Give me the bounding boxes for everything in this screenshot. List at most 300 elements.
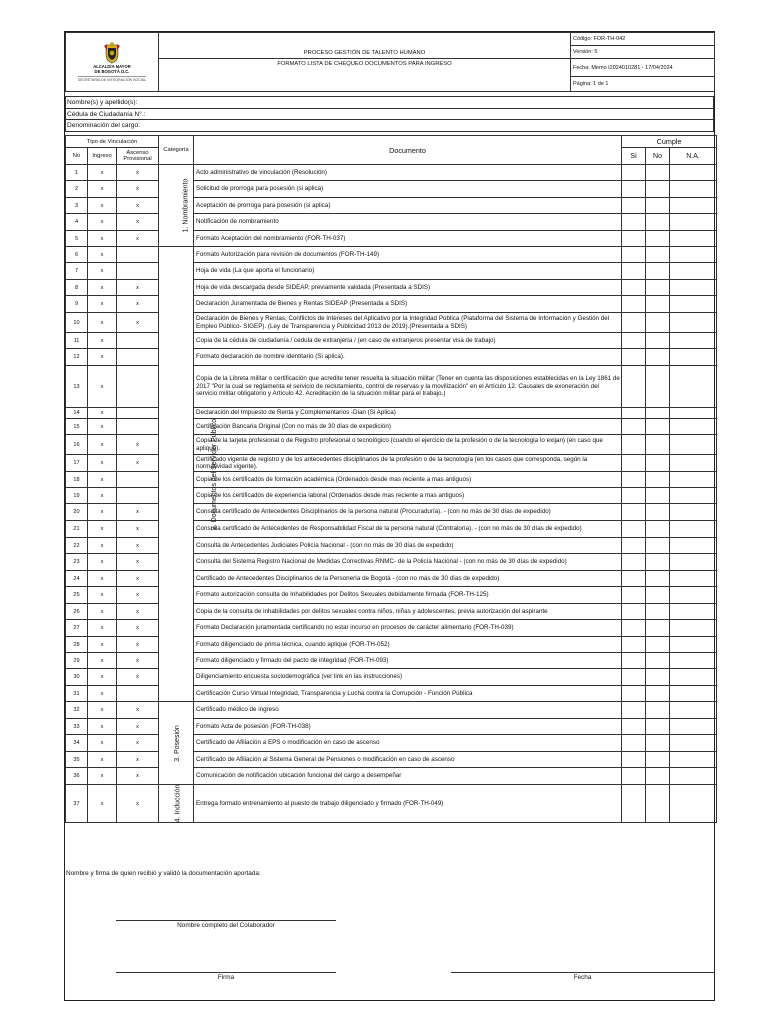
cumple-si-checkbox[interactable] — [622, 702, 646, 719]
row-number: 4 — [66, 214, 88, 231]
ingreso-mark: x — [88, 702, 117, 719]
ingreso-mark: x — [88, 214, 117, 231]
row-number: 14 — [66, 408, 88, 419]
cumple-no-checkbox[interactable] — [646, 768, 670, 785]
ingreso-mark: x — [88, 571, 117, 587]
cumple-no-checkbox[interactable] — [646, 686, 670, 702]
row-number: 2 — [66, 181, 88, 198]
cumple-no-checkbox[interactable] — [646, 214, 670, 231]
ingreso-mark: x — [88, 538, 117, 554]
cumple-si-checkbox[interactable] — [622, 263, 646, 280]
no-cumple-header: No — [646, 148, 670, 165]
document-description: Certificado de Antecedentes Disciplinarios de la Personería de Bogotá - (con no más de 30 días de expedido) — [194, 571, 622, 587]
ingreso-mark: x — [88, 768, 117, 785]
cumple-na-checkbox[interactable] — [670, 604, 717, 620]
ingreso-mark: x — [88, 472, 117, 488]
cumple-si-checkbox[interactable] — [622, 435, 646, 455]
signature-label: Firma — [217, 974, 235, 981]
cumple-na-checkbox[interactable] — [670, 472, 717, 488]
no-header: No — [66, 148, 88, 165]
ingreso-mark: x — [88, 604, 117, 620]
row-number: 29 — [66, 653, 88, 669]
cumple-si-checkbox[interactable] — [622, 366, 646, 408]
cumple-si-checkbox[interactable] — [622, 280, 646, 296]
row-number: 35 — [66, 752, 88, 768]
row-number: 37 — [66, 785, 88, 823]
category-cell-documentos — [159, 247, 219, 702]
row-number: 36 — [66, 768, 88, 785]
ingreso-mark: x — [88, 313, 117, 333]
document-description: Notificación de nombramiento — [194, 214, 622, 231]
cumple-si-checkbox[interactable] — [622, 247, 646, 263]
ascenso-mark: x — [117, 637, 159, 653]
ingreso-mark: x — [88, 735, 117, 752]
ascenso-mark — [117, 472, 159, 488]
document-description: Copia de la Libreta militar o certificación que acredite tener resuelta la situación militar (Tener en cuenta las disposiciones establecidas en la Ley 1861 de 2017 "Por la cual se reglamenta el servicio de reclutamiento, control de reservas y la movilización" en el Artículo 12. Causales de exoneración del servicio militar obligatorio y Artículo 42. Acreditación de la situación militar para el trabajo.) — [194, 366, 622, 408]
ingreso-mark: x — [88, 280, 117, 296]
cumple-no-checkbox[interactable] — [646, 538, 670, 554]
cumple-na-checkbox[interactable] — [670, 488, 717, 504]
document-description: Formato diligenciado y firmado del pacto de integridad (FOR-TH-093) — [194, 653, 622, 669]
category-label: 1. Nombramiento — [182, 178, 190, 233]
cumple-na-checkbox[interactable] — [670, 280, 717, 296]
cumple-no-checkbox[interactable] — [646, 313, 670, 333]
row-number: 5 — [66, 231, 88, 247]
document-description: Formato autorización consulta de Inhabilidades por Delitos Sexuales debidamente firmada (FOR-TH-125) — [194, 587, 622, 604]
logo-cell — [66, 33, 159, 92]
document-description: Formato diligenciado de prima técnica, cuando aplique (FOR-TH-052) — [194, 637, 622, 653]
ingreso-header: Ingreso — [88, 148, 117, 165]
document-description: Diligenciamiento encuesta sociodemográfica (ver link en las instrucciones) — [194, 669, 622, 686]
category-cell-nombramiento — [159, 165, 194, 247]
document-description: Formato Acta de posesión (FOR-TH-038) — [194, 719, 622, 735]
document-description: Certificado médico de ingreso — [194, 702, 622, 719]
tipo-vinculacion-header: Tipo de Vinculación — [66, 136, 159, 148]
table-row — [66, 702, 717, 719]
cumple-na-checkbox[interactable] — [670, 538, 717, 554]
row-number: 7 — [66, 263, 88, 280]
ascenso-mark: x — [117, 768, 159, 785]
cumple-no-checkbox[interactable] — [646, 263, 670, 280]
document-description: Copia de la cédula de ciudadanía / cedula de extranjería / (en caso de extranjeros presentar visa de trabajo) — [194, 333, 622, 349]
cumple-no-checkbox[interactable] — [646, 408, 670, 419]
cumple-no-checkbox[interactable] — [646, 198, 670, 214]
ingreso-mark: x — [88, 752, 117, 768]
na-header: N.A. — [670, 148, 717, 165]
row-number: 17 — [66, 455, 88, 472]
cumple-no-checkbox[interactable] — [646, 785, 670, 823]
cumple-no-checkbox[interactable] — [646, 472, 670, 488]
ascenso-mark: x — [117, 214, 159, 231]
ascenso-mark — [117, 247, 159, 263]
cumple-no-checkbox[interactable] — [646, 521, 670, 538]
ingreso-mark: x — [88, 653, 117, 669]
form-date: Fecha: Memo I2024010281 - 17/04/2024 — [571, 59, 715, 77]
cumple-si-checkbox[interactable] — [622, 231, 646, 247]
si-header: Si — [622, 148, 646, 165]
cumple-si-checkbox[interactable] — [622, 752, 646, 768]
cumple-na-checkbox[interactable] — [670, 521, 717, 538]
form-version: Versión: 5 — [571, 45, 715, 59]
cumple-si-checkbox[interactable] — [622, 472, 646, 488]
row-number: 9 — [66, 296, 88, 313]
ascenso-mark — [117, 488, 159, 504]
ascenso-mark — [117, 349, 159, 366]
cumple-no-checkbox[interactable] — [646, 349, 670, 366]
cumple-si-checkbox[interactable] — [622, 719, 646, 735]
document-description: Copia de los certificados de formación académica (Ordenados desde mas reciente a mas antiguos) — [194, 472, 622, 488]
ascenso-mark: x — [117, 521, 159, 538]
row-number: 6 — [66, 247, 88, 263]
cumple-no-checkbox[interactable] — [646, 752, 670, 768]
row-number: 8 — [66, 280, 88, 296]
ascenso-mark: x — [117, 538, 159, 554]
signature-line[interactable] — [116, 972, 336, 973]
cumple-na-checkbox[interactable] — [670, 181, 717, 198]
cumple-na-checkbox[interactable] — [670, 263, 717, 280]
cumple-si-checkbox[interactable] — [622, 653, 646, 669]
cumple-no-checkbox[interactable] — [646, 735, 670, 752]
ingreso-mark: x — [88, 349, 117, 366]
cumple-si-checkbox[interactable] — [622, 571, 646, 587]
ingreso-mark: x — [88, 198, 117, 214]
employee-info — [65, 96, 714, 132]
row-number: 18 — [66, 472, 88, 488]
table-row — [66, 165, 717, 181]
cumple-na-checkbox[interactable] — [670, 669, 717, 686]
cumple-no-checkbox[interactable] — [646, 504, 670, 521]
checklist-form — [64, 31, 715, 1001]
name-field-label[interactable]: Nombre(s) y apellido(s): — [66, 97, 714, 109]
ascenso-mark: x — [117, 296, 159, 313]
cumple-na-checkbox[interactable] — [670, 165, 717, 181]
document-description: Comunicación de notificación ubicación funcional del cargo a desempeñar — [194, 768, 622, 785]
ascenso-mark — [117, 686, 159, 702]
bogota-coat-of-arms-icon — [103, 42, 121, 64]
cumple-na-checkbox[interactable] — [670, 504, 717, 521]
cumple-no-checkbox[interactable] — [646, 333, 670, 349]
cumple-na-checkbox[interactable] — [670, 686, 717, 702]
document-description: Declaración Juramentada de Bienes y Rentas SIDEAP (Presentada a SDIS) — [194, 296, 622, 313]
cumple-na-checkbox[interactable] — [670, 198, 717, 214]
ingreso-mark: x — [88, 521, 117, 538]
cumple-header: Cumple — [622, 136, 717, 148]
cumple-no-checkbox[interactable] — [646, 366, 670, 408]
cumple-na-checkbox[interactable] — [670, 735, 717, 752]
ascenso-mark: x — [117, 455, 159, 472]
ascenso-mark: x — [117, 587, 159, 604]
cumple-si-checkbox[interactable] — [622, 554, 646, 571]
category-label: 3. Posesión — [173, 724, 181, 762]
cumple-na-checkbox[interactable] — [670, 785, 717, 823]
cumple-si-checkbox[interactable] — [622, 198, 646, 214]
cumple-na-checkbox[interactable] — [670, 408, 717, 419]
cumple-no-checkbox[interactable] — [646, 587, 670, 604]
cumple-si-checkbox[interactable] — [622, 521, 646, 538]
document-description: Certificado de Afiliación al Sistema General de Pensiones o modificación en caso de ascenso — [194, 752, 622, 768]
document-description: Consulta del Sistema Registro Nacional de Medidas Correctivas RNMC- de la Policía Nacional - (con no más de 30 días de expedido) — [194, 554, 622, 571]
ingreso-mark: x — [88, 554, 117, 571]
cumple-no-checkbox[interactable] — [646, 620, 670, 637]
cumple-na-checkbox[interactable] — [670, 349, 717, 366]
cumple-no-checkbox[interactable] — [646, 653, 670, 669]
document-description: Certificación Curso Virtual Integridad, Transparencia y Lucha contra la Corrupción - Función Pública — [194, 686, 622, 702]
logo-line-1: ALCALDÍA MAYOR — [93, 63, 131, 69]
row-number: 13 — [66, 366, 88, 408]
cumple-no-checkbox[interactable] — [646, 554, 670, 571]
ascenso-mark: x — [117, 752, 159, 768]
cumple-na-checkbox[interactable] — [670, 554, 717, 571]
ingreso-mark: x — [88, 333, 117, 349]
form-subtitle: FORMATO LISTA DE CHEQUEO DOCUMENTOS PARA INGRESO — [159, 59, 571, 92]
cumple-no-checkbox[interactable] — [646, 719, 670, 735]
ascenso-mark: x — [117, 669, 159, 686]
cumple-no-checkbox[interactable] — [646, 296, 670, 313]
cumple-no-checkbox[interactable] — [646, 247, 670, 263]
cumple-si-checkbox[interactable] — [622, 669, 646, 686]
ascenso-mark: x — [117, 785, 159, 823]
category-cell-posesion — [159, 702, 194, 785]
cumple-na-checkbox[interactable] — [670, 231, 717, 247]
full-name-line[interactable] — [116, 920, 336, 921]
cumple-si-checkbox[interactable] — [622, 408, 646, 419]
cumple-na-checkbox[interactable] — [670, 752, 717, 768]
logo-line-3: SECRETARÍA DE INTEGRACIÓN SOCIAL — [77, 78, 147, 83]
category-label: 2. Documentos del Servidor Público — [211, 418, 219, 530]
document-description: Consulta certificado de Antecedentes Disciplinarios de la persona natural (Procuraduría). - (con no más de 30 días de expedido) — [194, 504, 622, 521]
ascenso-mark: x — [117, 181, 159, 198]
cumple-na-checkbox[interactable] — [670, 333, 717, 349]
document-description: Copia de la consulta de inhabilidades por delitos sexuales contra niños, niñas y adolescentes, previa autorización del aspirante — [194, 604, 622, 620]
cumple-na-checkbox[interactable] — [670, 313, 717, 333]
cumple-no-checkbox[interactable] — [646, 571, 670, 587]
document-description: Acto administrativo de vinculación (Resolución) — [194, 165, 622, 181]
document-description: Formato Declaración juramentada certificando no estar incurso en procesos de carácter alimentario (FOR-TH-039) — [194, 620, 622, 637]
position-field-label[interactable]: Denominación del cargo: — [66, 120, 714, 132]
row-number: 16 — [66, 435, 88, 455]
cumple-si-checkbox[interactable] — [622, 768, 646, 785]
cumple-no-checkbox[interactable] — [646, 435, 670, 455]
ascenso-mark: x — [117, 280, 159, 296]
cumple-si-checkbox[interactable] — [622, 587, 646, 604]
cumple-no-checkbox[interactable] — [646, 165, 670, 181]
document-description: Copia de la tarjeta profesional o de Registro profesional o tecnológico (cuando el ejercicio de la profesión o de la tecnología lo exijan) (en caso que aplique). — [194, 435, 622, 455]
ascenso-mark — [117, 263, 159, 280]
row-number: 31 — [66, 686, 88, 702]
category-label: 4. Inducción — [174, 784, 182, 823]
row-number: 27 — [66, 620, 88, 637]
ascenso-mark: x — [117, 719, 159, 735]
cumple-si-checkbox[interactable] — [622, 349, 646, 366]
ascenso-mark: x — [117, 554, 159, 571]
cumple-na-checkbox[interactable] — [670, 366, 717, 408]
ascenso-mark: x — [117, 504, 159, 521]
cumple-no-checkbox[interactable] — [646, 637, 670, 653]
full-name-label: Nombre completo del Colaborador — [177, 922, 275, 929]
categoria-header: Categoría — [159, 136, 194, 165]
ascenso-mark: x — [117, 604, 159, 620]
form-header — [65, 32, 715, 92]
ascenso-mark: x — [117, 165, 159, 181]
table-row — [66, 785, 717, 823]
cumple-na-checkbox[interactable] — [670, 637, 717, 653]
ingreso-mark: x — [88, 686, 117, 702]
cumple-na-checkbox[interactable] — [670, 296, 717, 313]
cumple-si-checkbox[interactable] — [622, 455, 646, 472]
document-description: Hoja de vida (La que aporta el funcionario) — [194, 263, 622, 280]
cumple-si-checkbox[interactable] — [622, 686, 646, 702]
ingreso-mark: x — [88, 669, 117, 686]
cumple-si-checkbox[interactable] — [622, 296, 646, 313]
document-description: Solicitud de prorroga para posesión (si aplica) — [194, 181, 622, 198]
ingreso-mark: x — [88, 263, 117, 280]
row-number: 33 — [66, 719, 88, 735]
date-label: Fecha — [573, 974, 592, 981]
document-description: Entrega formato entrenamiento al puesto de trabajo diligenciado y firmado (FOR-TH-049) — [194, 785, 622, 823]
ingreso-mark: x — [88, 419, 117, 435]
ascenso-mark: x — [117, 620, 159, 637]
cumple-si-checkbox[interactable] — [622, 313, 646, 333]
cumple-no-checkbox[interactable] — [646, 604, 670, 620]
row-number: 30 — [66, 669, 88, 686]
cumple-no-checkbox[interactable] — [646, 702, 670, 719]
ingreso-mark: x — [88, 435, 117, 455]
cumple-no-checkbox[interactable] — [646, 455, 670, 472]
process-title: PROCESO GESTIÓN DE TALENTO HUMANO — [159, 33, 571, 59]
cumple-na-checkbox[interactable] — [670, 587, 717, 604]
ascenso-mark — [117, 366, 159, 408]
cumple-na-checkbox[interactable] — [670, 247, 717, 263]
cumple-na-checkbox[interactable] — [670, 571, 717, 587]
document-description: Copia de los certificados de experiencia laboral (Ordenados desde mas reciente a mas antiguos) — [194, 488, 622, 504]
document-description: Aceptación de prorroga para posesión (si aplica) — [194, 198, 622, 214]
document-description: Declaración del Impuesto de Renta y Complementarios -Dian (Si Aplica) — [194, 408, 622, 419]
cumple-si-checkbox[interactable] — [622, 637, 646, 653]
ingreso-mark: x — [88, 366, 117, 408]
cumple-si-checkbox[interactable] — [622, 165, 646, 181]
cumple-si-checkbox[interactable] — [622, 504, 646, 521]
row-number: 15 — [66, 419, 88, 435]
ingreso-mark: x — [88, 165, 117, 181]
cumple-na-checkbox[interactable] — [670, 435, 717, 455]
signature-section — [65, 870, 714, 1000]
ascenso-mark — [117, 408, 159, 419]
cumple-si-checkbox[interactable] — [622, 214, 646, 231]
ingreso-mark: x — [88, 296, 117, 313]
cumple-no-checkbox[interactable] — [646, 669, 670, 686]
document-description: Consulta de Antecedentes Judiciales Policía Nacional - (con no más de 30 días de expedido) — [194, 538, 622, 554]
ascenso-mark: x — [117, 231, 159, 247]
ascenso-mark: x — [117, 653, 159, 669]
category-cell-induccion — [159, 785, 194, 823]
row-number: 24 — [66, 571, 88, 587]
row-number: 26 — [66, 604, 88, 620]
ingreso-mark: x — [88, 620, 117, 637]
ingreso-mark: x — [88, 247, 117, 263]
row-number: 11 — [66, 333, 88, 349]
cumple-na-checkbox[interactable] — [670, 719, 717, 735]
cumple-no-checkbox[interactable] — [646, 181, 670, 198]
row-number: 32 — [66, 702, 88, 719]
documents-table-body — [66, 165, 717, 823]
cumple-na-checkbox[interactable] — [670, 653, 717, 669]
ingreso-mark: x — [88, 455, 117, 472]
cumple-si-checkbox[interactable] — [622, 488, 646, 504]
cumple-si-checkbox[interactable] — [622, 419, 646, 435]
row-number: 10 — [66, 313, 88, 333]
document-description: Declaración de Bienes y Rentas, Conflictos de Intereses del Aplicativo por la Integridad Pública (Plataforma del Sistema de Información y Gestión del Empleo Público- SIGEP). (Ley de Transparencia y Publicidad 2013 de 2019).(Presentada a SDIS) — [194, 313, 622, 333]
ascenso-mark: x — [117, 702, 159, 719]
cumple-si-checkbox[interactable] — [622, 785, 646, 823]
document-description: Formato Aceptación del nombramiento (FOR-TH-037) — [194, 231, 622, 247]
cumple-na-checkbox[interactable] — [670, 214, 717, 231]
cumple-na-checkbox[interactable] — [670, 768, 717, 785]
row-number: 22 — [66, 538, 88, 554]
ingreso-mark: x — [88, 587, 117, 604]
ingreso-mark: x — [88, 408, 117, 419]
cumple-na-checkbox[interactable] — [670, 702, 717, 719]
document-description: Formato Autorización para revisión de documentos (FOR-TH-149) — [194, 247, 622, 263]
row-number: 28 — [66, 637, 88, 653]
logo-line-2: DE BOGOTÁ D.C. — [94, 68, 130, 74]
cumple-si-checkbox[interactable] — [622, 333, 646, 349]
cumple-no-checkbox[interactable] — [646, 231, 670, 247]
cumple-no-checkbox[interactable] — [646, 419, 670, 435]
row-number: 12 — [66, 349, 88, 366]
cumple-si-checkbox[interactable] — [622, 538, 646, 554]
ascenso-mark: x — [117, 735, 159, 752]
row-number: 3 — [66, 198, 88, 214]
ingreso-mark: x — [88, 785, 117, 823]
row-number: 34 — [66, 735, 88, 752]
ascenso-mark — [117, 333, 159, 349]
document-description: Certificado vigente de registro y de los antecedentes disciplinarios de la profesión o de la tecnología (en los casos que corresponda, según la normatividad vigente). — [194, 455, 622, 472]
cumple-no-checkbox[interactable] — [646, 280, 670, 296]
ascenso-mark — [117, 419, 159, 435]
date-line[interactable] — [451, 972, 714, 973]
cumple-si-checkbox[interactable] — [622, 181, 646, 198]
ascenso-mark: x — [117, 313, 159, 333]
form-page: Página: 1 de 1 — [571, 77, 715, 92]
document-description: Hoja de vida descargada desde SIDEAP, previamente validada (Presentada a SDIS) — [194, 280, 622, 296]
form-code: Código: FOR-TH-042 — [571, 33, 715, 46]
row-number: 25 — [66, 587, 88, 604]
cumple-si-checkbox[interactable] — [622, 604, 646, 620]
cumple-no-checkbox[interactable] — [646, 488, 670, 504]
ingreso-mark: x — [88, 504, 117, 521]
row-number: 20 — [66, 504, 88, 521]
ascenso-mark: x — [117, 198, 159, 214]
ascenso-mark: x — [117, 571, 159, 587]
row-number: 23 — [66, 554, 88, 571]
cumple-si-checkbox[interactable] — [622, 620, 646, 637]
row-number: 21 — [66, 521, 88, 538]
document-description: Consulta certificado de Antecedentes de Responsabilidad Fiscal de la persona natural (Contraloría). - (con no más de 30 días de expedido) — [194, 521, 622, 538]
ingreso-mark: x — [88, 719, 117, 735]
cumple-si-checkbox[interactable] — [622, 735, 646, 752]
ingreso-mark: x — [88, 488, 117, 504]
id-field-label[interactable]: Cédula de Ciudadanía N°.: — [66, 109, 714, 120]
cumple-na-checkbox[interactable] — [670, 455, 717, 472]
row-number: 19 — [66, 488, 88, 504]
ingreso-mark: x — [88, 181, 117, 198]
cumple-na-checkbox[interactable] — [670, 620, 717, 637]
document-description: Certificado de Afiliación a EPS o modificación en caso de ascenso — [194, 735, 622, 752]
ascenso-mark: x — [117, 435, 159, 455]
documento-header: Documento — [194, 136, 622, 165]
ingreso-mark: x — [88, 231, 117, 247]
cumple-na-checkbox[interactable] — [670, 419, 717, 435]
